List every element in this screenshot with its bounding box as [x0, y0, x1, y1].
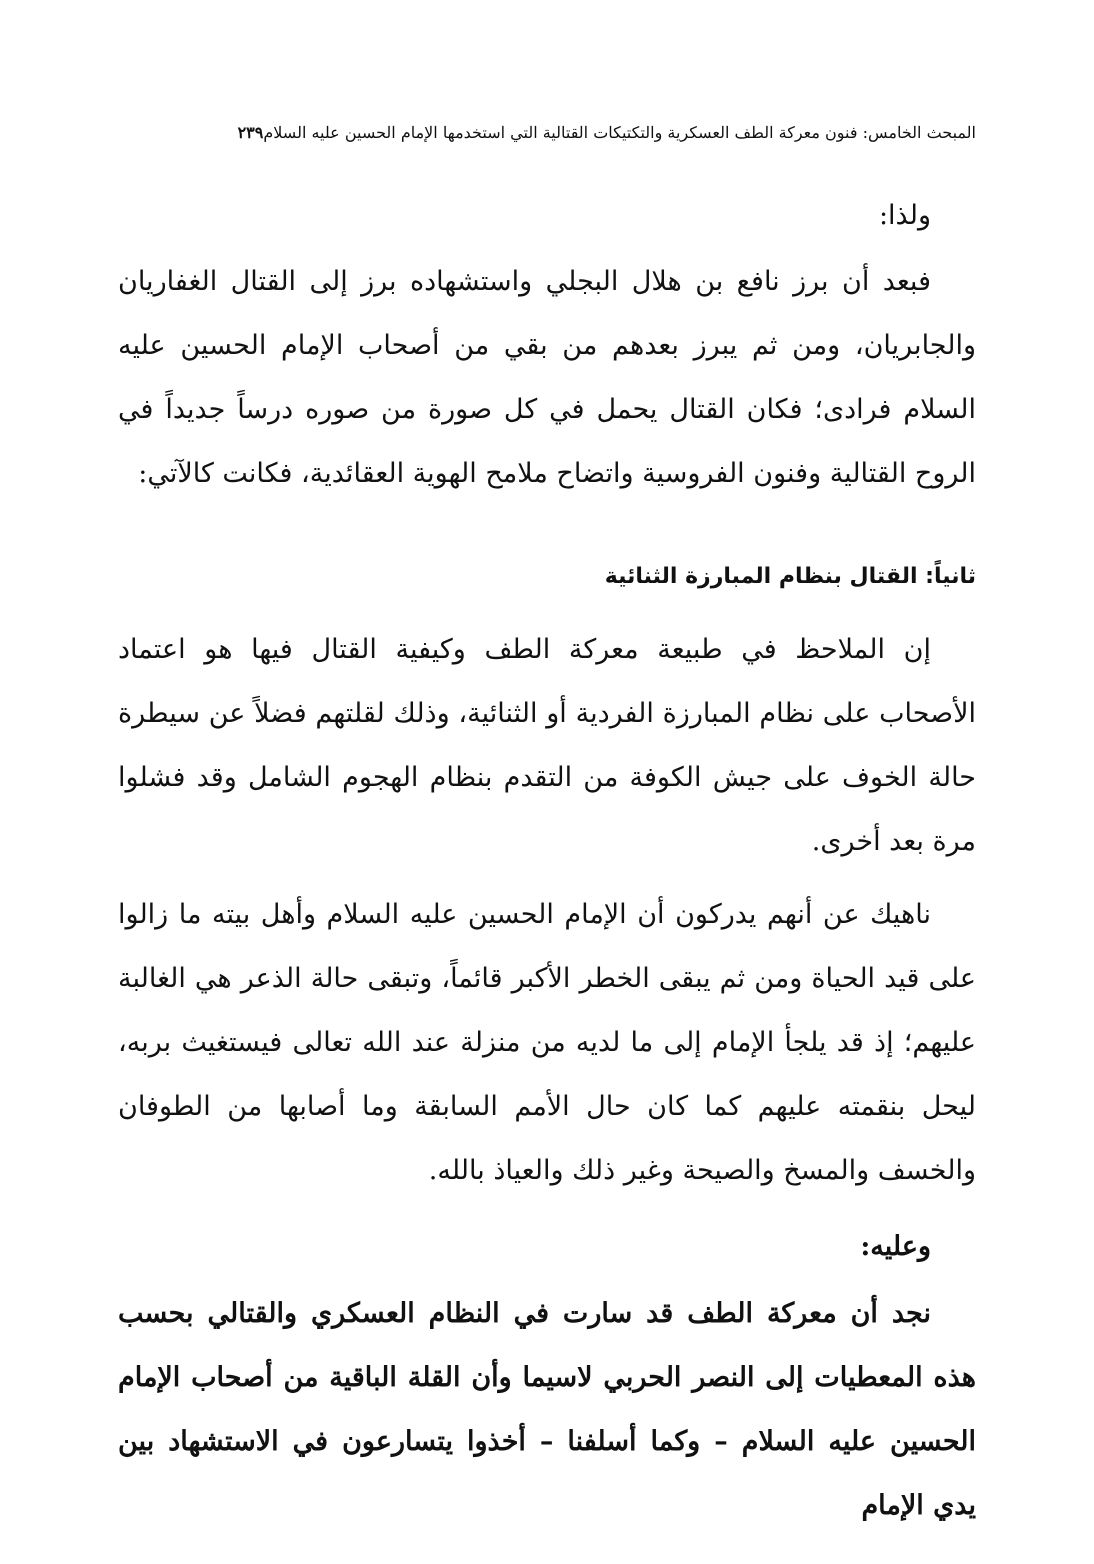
lead-in-2: وعليه: [860, 1231, 931, 1262]
section-heading: ثانياً: القتال بنظام المبارزة الثنائية [604, 564, 976, 589]
paragraph-1: فبعد أن برز نافع بن هلال البجلي واستشهاده برز إلى القتال الغفاريان والجابريان، ومن ثم يبرز بعدهم من بقي من أصحاب الإمام الحسين عليه السلام فرادى؛ فكان القتال يحمل في كل صورة من صوره درساً جديداً في الروح القتالية وفنون الفروسية واتضاح ملامح الهوية العقائدية، فكانت كالآتي: [118, 266, 976, 489]
paragraph-2: إن الملاحظ في طبيعة معركة الطف وكيفية القتال فيها هو اعتماد الأصحاب على نظام المبارزة الفردية أو الثنائية، وذلك لقلتهم فضلاً عن سيطرة حالة الخوف على جيش الكوفة من التقدم بنظام الهجوم الشامل وقد فشلوا مرة بعد أخرى. [118, 634, 976, 857]
lead-in-1: ولذا: [878, 200, 931, 231]
page-number: ٢٣٩ [237, 123, 264, 142]
running-header-title: المبحث الخامس: فنون معركة الطف العسكرية والتكتيكات القتالية التي استخدمها الإمام الحسين عليه السلام [263, 123, 976, 142]
paragraph-3: ناهيك عن أنهم يدركون أن الإمام الحسين عليه السلام وأهل بيته ما زالوا على قيد الحياة ومن ثم يبقى الخطر الأكبر قائماً، وتبقى حالة الذعر هي الغالبة عليهم؛ إذ قد يلجأ الإمام إلى ما لديه من منزلة عند الله تعالى فيستغيث بربه، ليحل بنقمته عليهم كما كان حال الأمم السابقة وما أصابها من الطوفان والخسف والمسخ والصيحة وغير ذلك والعياذ بالله. [118, 899, 976, 1186]
running-header [90, 120, 976, 146]
paragraph-4: نجد أن معركة الطف قد سارت في النظام العسكري والقتالي بحسب هذه المعطيات إلى النصر الحربي لاسيما وأن القلة الباقية من أصحاب الإمام الحسين عليه السلام – وكما أسلفنا – أخذوا يتسارعون في الاستشهاد بين يدي الإمام [118, 1298, 976, 1521]
